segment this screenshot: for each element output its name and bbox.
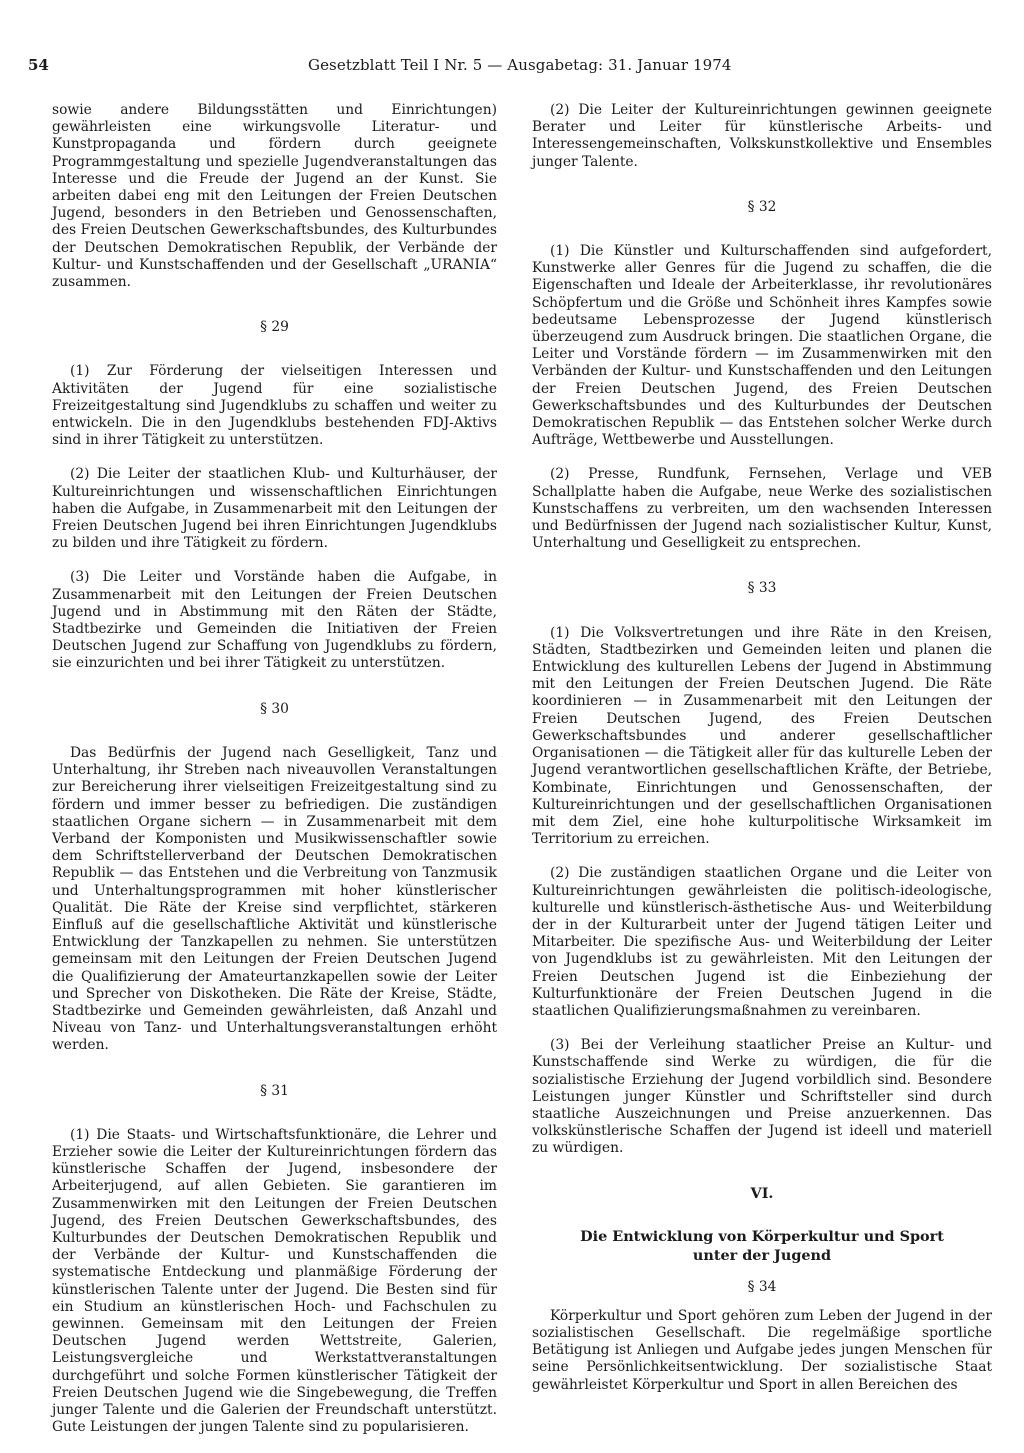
paragraph-31-2: (2) Die Leiter der Kultureinrichtungen gewinnen geeignete Berater und Leiter für künstlerische Arbeits- und Interessengemeinschaften, Volkskunstkollektive und Ensembles junger Talente. [532, 102, 992, 170]
section-heading-31: § 31 [260, 1082, 289, 1099]
section-heading-29: § 29 [260, 319, 289, 336]
paragraph-29-2: (2) Die Leiter der staatlichen Klub- und Kulturhäuser, der Kultureinrichtungen und wissenschaftlichen Einrichtungen haben die Aufgabe, in Zusammenarbeit mit den Leitungen der Freien Deutschen Jugend bei ihren Einrichtungen Jugendklubs zu bilden und ihre Tätigkeit zu fördern. [52, 466, 497, 552]
chapter-number: VI. [750, 1184, 774, 1202]
paragraph-31-1: (1) Die Staats- und Wirtschaftsfunktionäre, die Lehrer und Erzieher sowie die Leiter der Kultureinrichtungen fördern das künstlerische Schaffen der Jugend, insbesondere der Arbeiterjugend, auf allen Gebieten. Sie garantieren im Zusammenwirken mit den Leitungen der Freien Deutschen Jugend, des Freien Deutschen Gewerkschaftsbundes, des Kulturbundes der Deutschen Demokratischen Republik und der Verbände der Kultur- und Kunstschaffenden die systematische Entdeckung und planmäßige Förderung der künstlerischen Talente unter der Jugend. Die Besten sind für ein Studium an künstlerischen Hoch- und Fachschulen zu gewinnen. Gemeinsam mit den Leitungen der Freien Deutschen Jugend werden Wettstreite, Galerien, Leistungsvergleiche und Werkstattveranstaltungen durchgeführt und solche Formen künstlerischer Tätigkeit der Freien Deutschen Jugend wie die Singebewegung, die Treffen junger Talente und die Galerien der Freundschaft unterstützt. Gute Leistungen der jungen Talente sind zu popularisieren. [52, 1126, 497, 1436]
section-heading-34: § 34 [747, 1278, 777, 1295]
paragraph-33-3: (3) Bei der Verleihung staatlicher Preise an Kultur- und Kunstschaffende sind Werke zu würdigen, die für die sozialistische Erziehung der Jugend vorbildlich sind. Besondere Leistungen junger Künstler und Schriftsteller sind durch staatliche Auszeichnungen und Preise anzuerkennen. Das volkskünstlerische Schaffen der Jugend ist ideell und materiell zu würdigen. [532, 1037, 992, 1157]
running-title: Gesetzblatt Teil I Nr. 5 — Ausgabetag: 31. Januar 1974 [308, 56, 732, 74]
paragraph-30: Das Bedürfnis der Jugend nach Geselligkeit, Tanz und Unterhaltung, ihr Streben nach niveauvollen Veranstaltungen zur Bereicherung ihrer vielseitigen Freizeitgestaltung sind zu fördern und immer besser zu befriedigen. Die zuständigen staatlichen Organe sichern — in Zusammenarbeit mit dem Verband der Komponisten und Musikwissenschaftler sowie dem Schriftstellerverband der Deutschen Demokratischen Republik — das Entstehen und die Verbreitung von Tanzmusik und Unterhaltungsprogrammen mit hoher künstlerischer Qualität. Die Räte der Kreise sind verpflichtet, stärkeren Einfluß auf die gesellschaftliche Aktivität und künstlerische Entwicklung der Tanzkapellen zu nehmen. Sie unterstützen gemeinsam mit den Leitungen der Freien Deutschen Jugend die Qualifizierung der Amateurtanzkapellen sowie der Leiter und Sprecher von Diskotheken. Die Räte der Kreise, Städte, Stadtbezirke und Gemeinden gewährleisten, daß Anzahl und Niveau von Tanz- und Unterhaltungsveranstaltungen erhöht werden. [52, 744, 497, 1054]
paragraph-29-1: (1) Zur Förderung der vielseitigen Interessen und Aktivitäten der Jugend für eine sozialistische Freizeitgestaltung sind Jugendklubs zu schaffen und weiter zu entwickeln. Die in den Jugendklubs bestehenden FDJ-Aktivs sind in ihrer Tätigkeit zu unterstützen. [52, 363, 497, 449]
paragraph-32-1: (1) Die Künstler und Kulturschaffenden sind aufgefordert, Kunstwerke aller Genres für die Jugend zu schaffen, die die Eigenschaften und Ideale der Arbeiterklasse, ihr revolutionäres Schöpfertum und die Größe und Schönheit ihres Kampfes sowie bedeutsame Lebensprozesse der Jugend künstlerisch überzeugend zum Ausdruck bringen. Die staatlichen Organe, die Leiter und Vorstände fördern — im Zusammenwirken mit den Verbänden der Kultur- und Kunstschaffenden und den Leitungen der Freien Deutschen Jugend, des Freien Deutschen Gewerkschaftsbundes und des Kulturbundes der Deutschen Demokratischen Republik — das Entstehen solcher Werke durch Aufträge, Wettbewerbe und Ausstellungen. [532, 243, 992, 449]
right-column [532, 102, 992, 1411]
paragraph-33-2: (2) Die zuständigen staatlichen Organe und die Leiter von Kultureinrichtungen gewährleisten die politisch-ideologische, kulturelle und künstlerisch-ästhetische Aus- und Weiterbildung der in der Kulturarbeit unter der Jugend tätigen Leiter und Mitarbeiter. Die spezifische Aus- und Weiterbildung der Leiter von Jugendklubs ist zu gewährleisten. Mit den Leitungen der Freien Deutschen Jugend ist die Einbeziehung der Kulturfunktionäre der Freien Deutschen Jugend in die staatlichen Qualifizierungsmaßnahmen zu vereinbaren. [532, 865, 992, 1019]
section-heading-33: § 33 [747, 580, 777, 597]
paragraph-continuation: sowie andere Bildungsstätten und Einrichtungen) gewährleisten eine wirkungsvolle Literatur- und Kunstpropaganda und fördern durch geeignete Programmgestaltung und spezielle Jugendveranstaltungen das Interesse und die Freude der Jugend an der Kunst. Sie arbeiten dabei eng mit den Leitungen der Freien Deutschen Jugend, besonders in den Betrieben und Genossenschaften, des Freien Deutschen Gewerkschaftsbundes, des Kulturbundes der Deutschen Demokratischen Republik, der Verbände der Kultur- und Kunstschaffenden und der Gesellschaft „URANIA“ zusammen. [52, 102, 497, 291]
paragraph-33-1: (1) Die Volksvertretungen und ihre Räte in den Kreisen, Städten, Stadtbezirken und Gemeinden leiten und planen die Entwicklung des kulturellen Lebens der Jugend in Abstimmung mit den Leitungen der Freien Deutschen Jugend. Die Räte koordinieren — in Zusammenarbeit mit den Leitungen der Freien Deutschen Jugend, des Freien Deutschen Gewerkschaftsbundes und anderer gesellschaftlicher Organisationen — die Tätigkeit aller für das kulturelle Leben der Jugend verantwortlichen gesellschaftlichen Kräfte, der Betriebe, Kombinate, Einrichtungen und Genossenschaften, der Kultureinrichtungen und der gesellschaftlichen Organisationen mit dem Ziel, eine hohe kulturpolitische Wirksamkeit im Territorium zu erreichen. [532, 624, 992, 848]
chapter-title [532, 1227, 992, 1265]
page-header [28, 56, 994, 80]
chapter-title-line-1: Die Entwicklung von Körperkultur und Sport [580, 1227, 944, 1245]
page-number: 54 [28, 56, 49, 74]
paragraph-29-3: (3) Die Leiter und Vorstände haben die Aufgabe, in Zusammenarbeit mit den Leitungen der Freien Deutschen Jugend und in Abstimmung mit den Räten der Städte, Stadtbezirke und Gemeinden die Initiativen der Freien Deutschen Jugend zur Schaffung von Jugendklubs zu fördern, sie einzurichten und bei ihrer Tätigkeit zu unterstützen. [52, 569, 497, 672]
section-heading-32: § 32 [747, 198, 777, 215]
chapter-title-line-2: unter der Jugend [692, 1246, 832, 1264]
left-column [52, 102, 497, 1453]
paragraph-32-2: (2) Presse, Rundfunk, Fernsehen, Verlage und VEB Schallplatte haben die Aufgabe, neue Werke des sozialistischen Kunstschaffens zu verbreiten, um den wachsenden Interessen und Bedürfnissen der Jugend nach sozialistischer Kultur, Kunst, Unterhaltung und Geselligkeit zu entsprechen. [532, 466, 992, 552]
section-heading-30: § 30 [260, 700, 289, 717]
paragraph-34: Körperkultur und Sport gehören zum Leben der Jugend in der sozialistischen Gesellschaft. Die regelmäßige sportliche Betätigung ist Anliegen und Aufgabe jedes jungen Menschen für seine Persönlichkeitsentwicklung. Der sozialistische Staat gewährleistet Körperkultur und Sport in allen Bereichen des [532, 1307, 992, 1393]
